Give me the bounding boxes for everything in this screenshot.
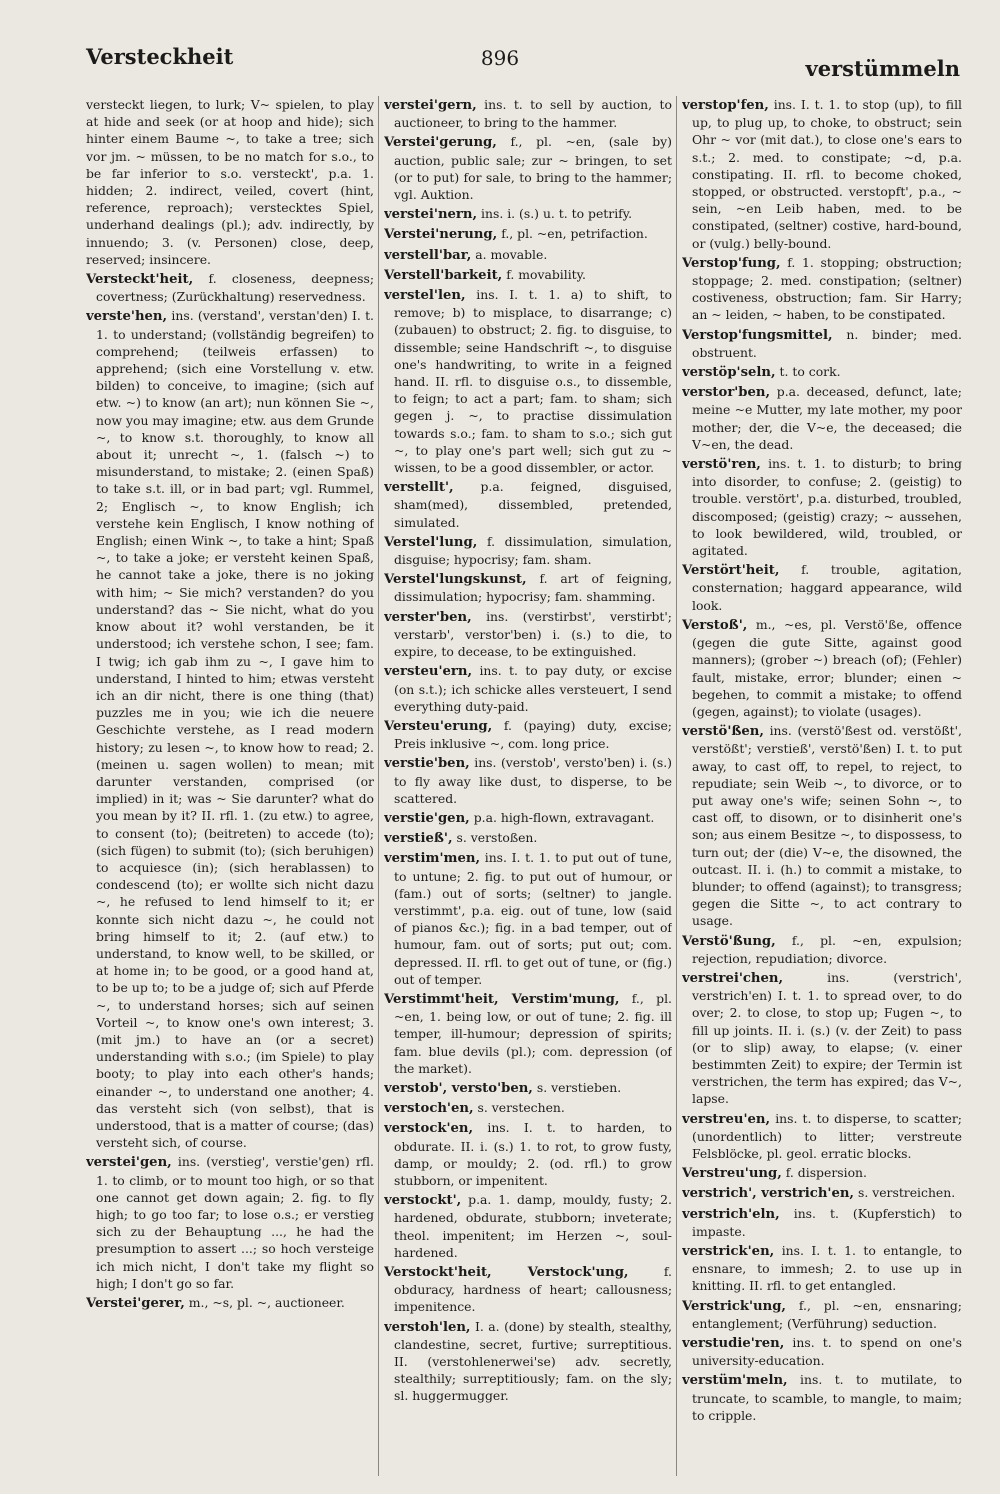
dictionary-entry bbox=[384, 1119, 672, 1189]
dictionary-entry bbox=[682, 561, 962, 614]
dictionary-entry bbox=[384, 1263, 672, 1316]
dictionary-entry bbox=[384, 96, 672, 131]
entry-definition: p.a. high-flown, extravagant. bbox=[473, 809, 655, 825]
entry-headword: verstel'len, bbox=[384, 288, 466, 304]
entry-headword: Verstockt'heit, Verstock'ung, bbox=[384, 1265, 629, 1280]
dictionary-entry bbox=[384, 717, 672, 752]
entry-definition: ins. I. t. 1. to entangle, to ensnare, to immesh; 2. to use up in knitting. II. rfl. to get entangled. bbox=[692, 1243, 962, 1294]
dictionary-entry bbox=[384, 1318, 672, 1405]
entry-definition: f. closeness, deepness; covertness; (Zurückhaltung) reservedness. bbox=[96, 271, 374, 305]
entry-definition: f. dispersion. bbox=[785, 1165, 867, 1181]
entry-headword: Verstop'fungsmittel, bbox=[682, 327, 833, 343]
dictionary-entry bbox=[682, 1297, 962, 1332]
dictionary-entry bbox=[86, 1153, 374, 1292]
column-1 bbox=[86, 96, 374, 1476]
entry-headword: verstie'ben, bbox=[384, 756, 470, 772]
entry-definition: ins. (verstieg', verstie'gen) rfl. 1. to climb, or to mount too high, or so that one cannot get down again; 2. fig. to fly high; to go too far; to lose o.s.; er verstieg sich zu der Behauptung ..., he had the presumption to assert ...; so hoch versteige ich mich nicht, I don't take my flight so high; I don't go so far. bbox=[96, 1154, 374, 1291]
column-2 bbox=[384, 96, 672, 1476]
entry-definition: ins. I. t. 1. a) to shift, to remove; b) to misplace, to disarrange; c) (zubauen) to obstruct; 2. fig. to disguise, to dissemble; seine Handschrift ~, to disguise one's handwriting, to write in a feigned hand. II. rfl. to disguise o.s., to dissemble, to feign; to act a part; fam. to sham; sich gegen j. ~, to practise dissimulation towards s.o.; fam. to sham to s.o.; sich gut ~, to play one's part well; sich gut zu ~ wissen, to be a good dissembler, or actor. bbox=[394, 287, 672, 476]
entry-headword: verstie'gen, bbox=[384, 810, 470, 826]
dictionary-entry bbox=[86, 96, 374, 268]
entry-headword: verstieß', bbox=[384, 831, 453, 847]
entry-definition: f. art of feigning, dissimulation; hypocrisy; fam. shamming. bbox=[394, 571, 672, 605]
entry-definition: f., pl. ~en, 1. being low, or out of tune; 2. fig. ill temper, ill-humour; depression of spirits; fam. blue devils (pl.); com. depression (of the market). bbox=[394, 990, 672, 1076]
dictionary-entry bbox=[682, 254, 962, 324]
entry-definition: f., pl. ~en, petrifaction. bbox=[501, 226, 648, 242]
entry-headword: verster'ben, bbox=[384, 609, 472, 625]
entry-definition: m., ~s, pl. ~, auctioneer. bbox=[188, 1295, 345, 1311]
entry-headword: Verstop'fung, bbox=[682, 255, 781, 271]
dictionary-entry bbox=[682, 1371, 962, 1424]
entry-definition: p.a. 1. damp, mouldy, fusty; 2. hardened, obdurate, stubborn; inveterate; theol. impenitent; im Herzen ~, soul-hardened. bbox=[394, 1192, 672, 1260]
entry-headword: Verstö'ßung, bbox=[682, 933, 776, 949]
page-number: 896 bbox=[480, 46, 520, 70]
dictionary-entry bbox=[384, 1079, 672, 1097]
entry-headword: Verstel'lungskunst, bbox=[384, 572, 527, 588]
entry-definition: s. verstieben. bbox=[536, 1079, 622, 1095]
entry-definition: ins. t. to sell by auction, to auctioneer, to bring to the hammer. bbox=[394, 97, 672, 131]
dictionary-entry bbox=[384, 225, 672, 243]
entry-headword: verste'hen, bbox=[86, 309, 168, 325]
dictionary-entry bbox=[384, 533, 672, 568]
entry-definition: s. verstechen. bbox=[477, 1100, 565, 1116]
dictionary-entry bbox=[682, 1205, 962, 1240]
dictionary-entry bbox=[384, 1099, 672, 1117]
dictionary-entry bbox=[682, 932, 962, 967]
dictionary-entry bbox=[682, 616, 962, 720]
entry-headword: verstei'gern, bbox=[384, 98, 477, 113]
entry-definition: ins. (verstob', versto'ben) i. (s.) to fly away like dust, to disperse, to be scattered. bbox=[394, 755, 672, 806]
entry-definition: n. binder; med. obstruent. bbox=[692, 326, 962, 360]
entry-headword: Verstei'gerer, bbox=[86, 1296, 185, 1312]
entry-definition: t. to cork. bbox=[779, 364, 841, 380]
entry-headword: Verstel'lung, bbox=[384, 534, 478, 550]
dictionary-entry bbox=[384, 754, 672, 807]
entry-definition: versteckt liegen, to lurk; V~ spielen, to play at hide and seek (or at hoop and hide); sich hinter einem Baume ~, to take a tree; sich vor jm. ~ müssen, to be no match for s.o., to be far inferior to s.o. versteckt', p.a. 1. hidden; 2. indirect, veiled, covert (hint, reference, reproach); verstecktes Spiel, underhand dealings (pl.); adv. indirectly, by innuendo; 3. (v. Personen) close, deep, reserved; insincere. bbox=[86, 97, 374, 267]
dictionary-entry bbox=[384, 849, 672, 988]
entry-headword: Versteu'erung, bbox=[384, 718, 493, 734]
entry-definition: f. trouble, agitation, consternation; haggard appearance, wild look. bbox=[692, 562, 962, 613]
entry-headword: verstell'bar, bbox=[384, 247, 472, 263]
entry-definition: p.a. deceased, defunct, late; meine ~e Mutter, my late mother, my poor mother; der, die V~e, the deceased; die V~en, the dead. bbox=[692, 384, 962, 452]
entry-headword: verstop'fen, bbox=[682, 98, 769, 113]
entry-headword: verstock'en, bbox=[384, 1121, 474, 1137]
column-divider bbox=[378, 96, 379, 1476]
entry-headword: verstrich'eln, bbox=[682, 1206, 780, 1222]
dictionary-entry bbox=[384, 478, 672, 531]
entry-definition: a. movable. bbox=[475, 246, 548, 262]
dictionary-entry bbox=[86, 270, 374, 305]
dictionary-entry bbox=[384, 809, 672, 827]
entry-definition: f., pl. ~en, expulsion; rejection, repudiation; divorce. bbox=[692, 932, 962, 966]
entry-headword: verstei'nern, bbox=[384, 207, 478, 223]
dictionary-entry bbox=[682, 969, 962, 1108]
dictionary-entry bbox=[682, 363, 962, 381]
entry-headword: Versteckt'heit, bbox=[86, 272, 194, 288]
column-3 bbox=[682, 96, 962, 1476]
entry-headword: Verstei'nerung, bbox=[384, 227, 498, 243]
entry-definition: I. a. (done) by stealth, stealthy, clandestine, secret, furtive; surreptitious. II. (verstohlenerwei'se) adv. secretly, stealthily; surreptitiously; fam. on the sly; sl. huggermugger. bbox=[394, 1318, 672, 1404]
entry-definition: f. movability. bbox=[506, 266, 586, 282]
entry-definition: ins. I. t. 1. to put out of tune, to untune; 2. fig. to put out of humour, or (fam.) out of sorts; (seltner) to jangle. verstimmt', p.a. eig. out of tune, low (said of pianos &c.); fig. in a bad temper, out of humour, fam. out of sorts; put out; com. depressed. II. rfl. to get out of tune, or (fig.) out of temper. bbox=[394, 850, 672, 987]
entry-headword: Verstimmt'heit, Verstim'mung, bbox=[384, 991, 620, 1007]
entry-definition: ins. i. (s.) u. t. to petrify. bbox=[481, 206, 633, 222]
entry-definition: f. 1. stopping; obstruction; stoppage; 2. med. constipation; (seltner) costiveness, obstruction; fam. Sir Harry; an ~ leiden, ~ haben, to be constipated. bbox=[692, 254, 962, 323]
entry-headword: versteu'ern, bbox=[384, 664, 473, 680]
entry-headword: verstrick'en, bbox=[682, 1244, 775, 1259]
dictionary-entry bbox=[384, 990, 672, 1077]
entry-headword: verstö'ßen, bbox=[682, 724, 764, 740]
dictionary-entry bbox=[682, 383, 962, 453]
dictionary-entry bbox=[86, 307, 374, 1151]
entry-headword: verstei'gen, bbox=[86, 1155, 172, 1171]
dictionary-entry bbox=[682, 1184, 962, 1202]
dictionary-entry bbox=[682, 96, 962, 252]
entry-definition: ins. t. to mutilate, to truncate, to scamble, to mangle, to maim; to cripple. bbox=[692, 1372, 962, 1423]
dictionary-entry bbox=[682, 1110, 962, 1163]
entry-headword: verstö'ren, bbox=[682, 457, 761, 473]
dictionary-entry bbox=[384, 608, 672, 661]
entry-headword: verstor'ben, bbox=[682, 385, 771, 401]
entry-definition: ins. t. 1. to disturb; to bring into disorder, to confuse; 2. (geistig) to trouble. verstört', p.a. disturbed, troubled, discomposed; (geistig) crazy; ~ aussehen, to look bewildered, wild, troubled, or agitated. bbox=[692, 456, 962, 559]
entry-definition: f. (paying) duty, excise; Preis inklusive ~, com. long price. bbox=[394, 717, 672, 752]
entry-headword: verstockt', bbox=[384, 1193, 462, 1209]
entry-definition: ins. I. t. to harden, to obdurate. II. i. (s.) 1. to rot, to grow fusty, damp, or mouldy; 2. (od. rfl.) to grow stubborn, or impenitent. bbox=[394, 1120, 672, 1188]
dictionary-entry bbox=[384, 570, 672, 605]
entry-headword: Verstoß', bbox=[682, 617, 748, 633]
entry-definition: ins. (verstrich', verstrich'en) I. t. 1. to spread over, to do over; 2. to close, to stop up; Fugen ~, to fill up joints. II. i. (s.) (v. der Zeit) to pass (or to slip) away, to elapse; (v. einer bestimmten Zeit) to expire; der Termin ist verstrichen, the term has expired; das V~, lapse. bbox=[692, 969, 962, 1107]
dictionary-entry bbox=[682, 326, 962, 361]
entry-definition: ins. t. to spend on one's university-education. bbox=[692, 1335, 962, 1369]
dictionary-entry bbox=[86, 1294, 374, 1312]
entry-headword: Verstreu'ung, bbox=[682, 1166, 782, 1182]
entry-headword: Verstrick'ung, bbox=[682, 1298, 787, 1314]
entry-headword: verstrei'chen, bbox=[682, 970, 784, 986]
entry-definition: ins. t. to disperse, to scatter; (unordentlich) to litter; verstreute Felsblöcke, pl. geol. erratic blocks. bbox=[692, 1110, 962, 1161]
entry-headword: verstrich', verstrich'en, bbox=[682, 1186, 855, 1202]
entry-definition: ins. (verstand', verstan'den) I. t. 1. to understand; (vollständig begreifen) to comprehend; (teilweis erfassen) to apprehend; (sich eine Vorstellung v. etw. bilden) to conceive, to imagine; (sich auf etw. ~) to know (an art); nun können Sie ~, now you may imagine; etw. aus dem Grunde ~, to know s.t. thoroughly, to know all about it; unrecht ~, 1. (falsch ~) to misunderstand, to mistake; 2. (einen Spaß) to take s.t. ill, or in bad part; vgl. Rummel, 2; Englisch ~, to know English; ich verstehe kein Englisch, I know nothing of English; einen Wink ~, to take a hint; Spaß ~, to take a joke; er versteht keinen Spaß, he cannot take a joke, there is no joking with him; ~ Sie mich? verstanden? do you understand? das ~ Sie nicht, what do you know about it? wohl verstanden, be it understood; ich verstehe schon, I see; fam. I twig; ich gab ihm zu ~, I gave him to understand, I hinted to him; etwas versteht ich an dir nicht, there is one thing (that) puzzles me in you; wie ich die neuere Geschichte verstehe, as I read modern history; zu lesen ~, to know how to read; 2. (meinen u. sagen wollen) to mean; mit darunter verstanden, comprised (or implied) in it; was ~ Sie darunter? what do you mean by it? II. rfl. 1. (zu etw.) to agree, to consent (to); (beitreten) to accede (to); (sich fügen) to submit (to); (sich beruhigen) to acquiesce (in); (sich herablassen) to condescend (to); er wollte sich nicht dazu ~, he refused to lend himself to it; er konnte sich nicht dazu ~, he could not bring himself to it; 2. (auf etw.) to understand, to know well, to be skilled, or at home in; to be good, or a good hand at, to be up to; to be a judge of; sich auf Pferde ~, to understand horses; sich auf seinen Vorteil ~, to know one's own interest; 3. (mit jm.) to have an (or a secret) understanding with s.o.; (im Spiele) to play booty; to play into each other's hands; einander ~, to understand one another; 4. das versteht sich (von selbst), that is understood, that is a matter of course; (das) versteht sich, of course. bbox=[96, 308, 374, 1151]
entry-headword: verstoch'en, bbox=[384, 1101, 474, 1117]
dictionary-entry bbox=[384, 286, 672, 476]
running-head-right: verstümmeln bbox=[805, 56, 960, 81]
entry-definition: f. dissimulation, simulation, disguise; hypocrisy; fam. sham. bbox=[394, 533, 672, 568]
entry-definition: ins. t. (Kupferstich) to impaste. bbox=[692, 1205, 962, 1239]
dictionary-entry bbox=[384, 205, 672, 223]
entry-definition: ins. (verstirbst', verstirbt'; verstarb', verstor'ben) i. (s.) to die, to expire, to decease, to be extinguished. bbox=[394, 608, 672, 660]
entry-definition: f., pl. ~en, ensnaring; entanglement; (Verführung) seduction. bbox=[692, 1297, 962, 1331]
entry-headword: Verstell'barkeit, bbox=[384, 267, 503, 283]
entry-headword: verstellt', bbox=[384, 480, 454, 496]
dictionary-entry bbox=[682, 1334, 962, 1369]
dictionary-entry bbox=[384, 829, 672, 847]
entry-headword: verstreu'en, bbox=[682, 1111, 771, 1127]
dictionary-entry bbox=[384, 662, 672, 715]
running-head-left: Versteckheit bbox=[86, 44, 234, 69]
entry-headword: verstüm'meln, bbox=[682, 1373, 788, 1389]
entry-headword: Verstei'gerung, bbox=[384, 135, 497, 151]
dictionary-entry bbox=[384, 246, 672, 264]
entry-definition: ins. t. to pay duty, or excise (on s.t.); ich schicke alles versteuert, I send everything duty-paid. bbox=[394, 663, 672, 714]
entry-headword: verstöp'seln, bbox=[682, 365, 776, 381]
entry-definition: f., pl. ~en, (sale by) auction, public sale; zur ~ bringen, to set (or to put) for sale, to bring to the hammer; vgl. Auktion. bbox=[394, 134, 672, 203]
dictionary-entry bbox=[384, 133, 672, 203]
dictionary-entry bbox=[384, 266, 672, 284]
entry-definition: s. verstoßen. bbox=[456, 830, 538, 846]
dictionary-entry bbox=[682, 1242, 962, 1295]
entry-headword: verstim'men, bbox=[384, 851, 481, 867]
entry-headword: verstudie'ren, bbox=[682, 1336, 785, 1352]
entry-definition: m., ~es, pl. Verstö'ße, offence (gegen die gute Sitte, against good manners); (grober ~) breach (of); (Fehler) fault, mistake, error; blunder; einen ~ begehen, to commit a mistake; to offend (gegen, against); to violate (usages). bbox=[692, 616, 962, 719]
dictionary-entry bbox=[682, 1164, 962, 1182]
column-divider bbox=[676, 96, 677, 1476]
entry-headword: verstoh'len, bbox=[384, 1319, 471, 1335]
dictionary-entry bbox=[682, 722, 962, 929]
dictionary-entry bbox=[682, 455, 962, 559]
entry-definition: ins. (verstö'ßest od. verstößt', verstößt'; verstieß', verstö'ßen) I. t. to put away, to cast off, to repel, to reject, to repudiate; sein Weib ~, to divorce, or to put away one's wife; seinen Sohn ~, to cast off, to disown, or to disinherit one's son; aus einem Besitze ~, to dispossess, to turn out; der (die) V~e, the disowned, the outcast. II. i. (h.) to commit a mistake, to blunder; to offend (against); to transgress; gegen die Sitte ~, to act contrary to usage. bbox=[692, 723, 962, 929]
entry-headword: Verstört'heit, bbox=[682, 563, 780, 579]
entry-definition: s. verstreichen. bbox=[857, 1185, 956, 1201]
entry-definition: p.a. feigned, disguised, sham(med), dissembled, pretended, simulated. bbox=[394, 479, 672, 530]
entry-definition: f. obduracy, hardness of heart; callousness; impenitence. bbox=[394, 1264, 672, 1315]
entry-headword: verstob', versto'ben, bbox=[384, 1080, 533, 1096]
dictionary-entry bbox=[384, 1191, 672, 1261]
entry-definition: ins. I. t. 1. to stop (up), to fill up, to plug up, to choke, to obstruct; sein Ohr ~ vor (mit dat.), to close one's ears to s.t.; 2. med. to constipate; ~d, p.a. constipating. II. rfl. to become choked, stopped, or obstructed. verstopft', p.a., ~ sein, ~en Leib haben, med. to be constipated, (seltner) costive, hard-bound, or (vulg.) belly-bound. bbox=[692, 97, 962, 251]
